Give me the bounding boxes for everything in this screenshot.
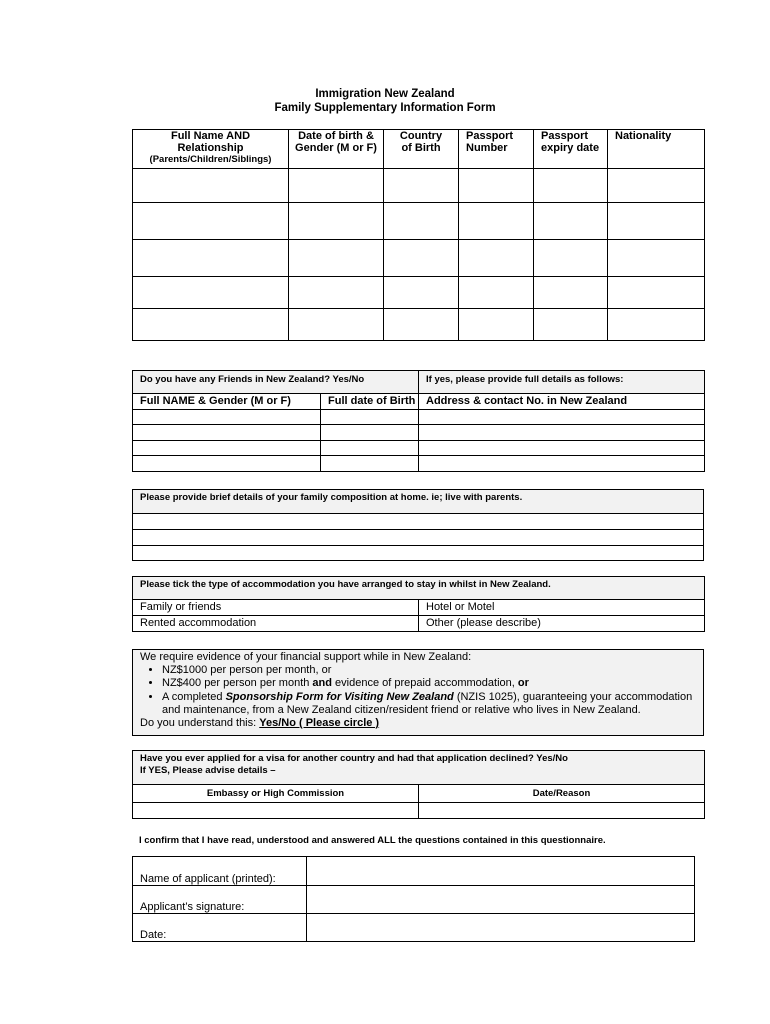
family-cell[interactable] [534,277,608,309]
table-row [133,203,705,240]
friends-col-dob: Full date of Birth [321,394,419,410]
family-cell[interactable] [133,203,289,240]
accommodation-other-option[interactable]: Other (please describe) [419,616,705,632]
family-composition-table [132,489,704,561]
family-cell[interactable] [534,309,608,341]
friends-cell[interactable] [133,456,321,472]
visa-col-embassy: Embassy or High Commission [133,785,419,803]
header-country-line1: Country [399,130,443,142]
accommodation-family-option[interactable]: Family or friends [133,600,419,616]
visa-question-row [133,751,705,785]
table-row [133,530,704,546]
family-cell[interactable] [534,169,608,203]
financial-bullet-list [140,664,695,717]
header-name-line2: Relationship [177,142,244,154]
family-cell[interactable] [459,203,534,240]
visa-col-date: Date/Reason [419,785,705,803]
financial-bullet [162,691,695,717]
family-cell[interactable] [608,309,705,341]
header-dob-line2: Gender (M or F) [295,142,377,154]
header-nationality [608,130,705,169]
family-cell[interactable] [459,309,534,341]
friends-header-row [133,394,705,410]
form-title: Immigration New Zealand [315,88,455,100]
table-row [133,803,705,819]
family-cell[interactable] [133,277,289,309]
table-row [133,425,705,441]
friends-table [132,370,705,472]
family-cell[interactable] [608,203,705,240]
financial-bullet2-text-b: evidence of prepaid accommodation, [331,677,518,690]
table-row [133,410,705,425]
header-dob [289,130,384,169]
table-row [133,309,705,341]
header-country-line2: of Birth [401,142,441,154]
table-row [133,546,704,561]
friends-cell[interactable] [321,425,419,441]
friends-question: Do you have any Friends in New Zealand? Yes/No [133,371,419,394]
accommodation-rented-option[interactable]: Rented accommodation [133,616,419,632]
family-cell[interactable] [384,309,459,341]
family-cell[interactable] [459,169,534,203]
family-table [132,129,705,341]
friends-col-name: Full NAME & Gender (M or F) [133,394,321,410]
friends-cell[interactable] [419,425,705,441]
friends-cell[interactable] [133,410,321,425]
confirmation-row [133,886,695,914]
table-row [133,441,705,456]
family-cell[interactable] [384,169,459,203]
family-cell[interactable] [534,203,608,240]
understand-yes-no[interactable]: Yes/No ( Please circle ) [259,717,380,730]
header-expiry-line2: expiry date [541,142,600,154]
visa-table [132,750,705,819]
friends-cell[interactable] [133,425,321,441]
applicant-signature-field[interactable] [307,886,695,914]
header-full-name [133,130,289,169]
date-field[interactable] [307,914,695,942]
family-cell[interactable] [608,169,705,203]
composition-line[interactable] [133,546,704,561]
header-country [384,130,459,169]
header-name-line1: Full Name AND [170,130,251,142]
confirmation-row [133,914,695,942]
accommodation-row [133,616,705,632]
family-header-row [133,130,705,169]
financial-bullet2-or: or [517,677,529,690]
accommodation-table [132,576,705,632]
header-nationality-label: Nationality [615,130,672,142]
family-cell[interactable] [608,277,705,309]
form-subtitle: Family Supplementary Information Form [274,102,496,114]
accommodation-prompt: Please tick the type of accommodation you have arranged to stay in whilst in New Zealand. [133,577,705,600]
applicant-name-label: Name of applicant (printed): [133,857,307,886]
family-composition-prompt: Please provide brief details of your family composition at home. ie; live with parents. [133,490,704,514]
visa-embassy-cell[interactable] [133,803,419,819]
friends-cell[interactable] [419,441,705,456]
financial-bullet2-and: and [312,677,332,690]
financial-bullet1-text: NZ$1000 per person per month, or [162,664,332,677]
friends-question-row [133,371,705,394]
composition-line[interactable] [133,530,704,546]
family-cell[interactable] [384,203,459,240]
header-passport [459,130,534,169]
family-cell[interactable] [534,240,608,277]
understand-line [140,717,695,730]
financial-bullet [162,664,695,677]
family-cell[interactable] [133,240,289,277]
understand-label: Do you understand this: [140,717,260,730]
composition-line[interactable] [133,514,704,530]
header-passport-line2: Number [466,142,508,154]
family-cell[interactable] [459,240,534,277]
header-expiry-line1: Passport [541,130,589,142]
financial-bullet3-text-a: A completed [162,690,226,703]
accommodation-row [133,600,705,616]
applicant-name-field[interactable] [307,857,695,886]
confirm-statement: I confirm that I have read, understood and answered ALL the questions contained in this questionnaire. [139,835,606,846]
table-row [133,514,704,530]
applicant-signature-label: Applicant’s signature: [133,886,307,914]
header-expiry [534,130,608,169]
header-name-sub: (Parents/Children/Siblings) [149,154,272,165]
friends-ifyes: If yes, please provide full details as follows: [419,371,705,394]
confirmation-row [133,857,695,886]
family-cell[interactable] [384,240,459,277]
friends-cell[interactable] [321,441,419,456]
family-cell[interactable] [459,277,534,309]
accommodation-prompt-row [133,577,705,600]
family-cell[interactable] [289,309,384,341]
friends-cell[interactable] [133,441,321,456]
financial-bullet3-text-b: (NZIS 1025), guaranteeing your accommodation and maintenance, from a New Zealand citizen/resident friend or relative who lives in New Zealand. [162,690,693,716]
family-cell[interactable] [289,169,384,203]
family-cell[interactable] [289,277,384,309]
family-cell[interactable] [384,277,459,309]
financial-bullet2-text-a: NZ$400 per person per month [162,677,313,690]
visa-date-cell[interactable] [419,803,705,819]
table-row [133,169,705,203]
friends-cell[interactable] [419,456,705,472]
table-row [133,240,705,277]
family-cell[interactable] [289,203,384,240]
confirmation-table [132,856,695,942]
visa-advise: If YES, Please advise details – [140,765,276,776]
date-label: Date: [133,914,307,942]
friends-cell[interactable] [321,456,419,472]
financial-bullet [162,677,695,690]
family-cell[interactable] [133,169,289,203]
family-cell[interactable] [133,309,289,341]
visa-question: Have you ever applied for a visa for another country and had that application declined? Yes/No [140,753,568,764]
sponsorship-form-name: Sponsorship Form for Visiting New Zealand [225,690,454,703]
family-cell[interactable] [608,240,705,277]
friends-cell[interactable] [419,410,705,425]
table-row [133,456,705,472]
financial-support-box [132,649,704,736]
friends-cell[interactable] [321,410,419,425]
visa-question-cell [133,751,705,785]
family-composition-prompt-row [133,490,704,514]
visa-header-row [133,785,705,803]
header-dob-line1: Date of birth & [298,130,374,142]
accommodation-hotel-option[interactable]: Hotel or Motel [419,600,705,616]
financial-intro: We require evidence of your financial support while in New Zealand: [140,651,472,663]
friends-col-address: Address & contact No. in New Zealand [419,394,705,410]
table-row [133,277,705,309]
header-passport-line1: Passport [466,130,514,142]
family-cell[interactable] [289,240,384,277]
